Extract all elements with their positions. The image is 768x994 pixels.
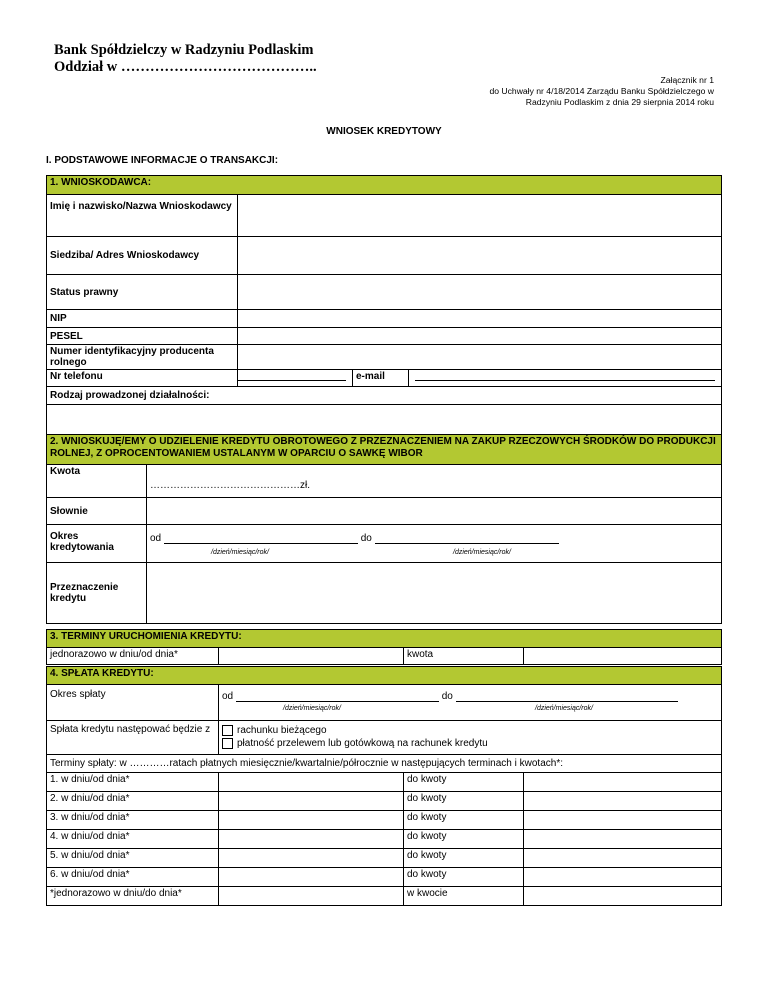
installment-amount-field[interactable] (524, 868, 722, 887)
nip-field[interactable] (238, 310, 722, 328)
disbursement-header: 3. TERMINY URUCHOMIENIA KREDYTU: (47, 630, 722, 648)
pesel-label: PESEL (47, 328, 238, 345)
producer-id-field[interactable] (238, 345, 722, 370)
option-current-account-label: rachunku bieżącego (237, 725, 327, 736)
repayment-to-line[interactable] (456, 691, 678, 702)
disbursement-date-field[interactable] (219, 648, 404, 665)
period-from-line[interactable] (164, 533, 358, 544)
installment-date-field[interactable] (219, 792, 404, 811)
repayment-period-field[interactable] (219, 685, 722, 721)
repayment-from-hint: /dzień/miesiąc/rok/ (283, 705, 341, 712)
checkbox-transfer[interactable] (222, 738, 233, 749)
installment-date-field[interactable] (219, 849, 404, 868)
installment-label: 4. w dniu/od dnia* (47, 830, 219, 849)
repayment-header: 4. SPŁATA KREDYTU: (47, 667, 722, 685)
words-label: Słownie (47, 498, 147, 525)
period-to-hint: /dzień/miesiąc/rok/ (453, 549, 511, 556)
applicant-section (46, 175, 721, 450)
installment-label: 6. w dniu/od dnia* (47, 868, 219, 887)
repayment-source-options (219, 721, 722, 755)
period-from-hint: /dzień/miesiąc/rok/ (211, 549, 269, 556)
repayment-section (46, 666, 721, 906)
applicant-header: 1. WNIOSKODAWCA: (47, 176, 722, 195)
installment-date-field[interactable] (219, 830, 404, 849)
installment-amount-field[interactable] (524, 849, 722, 868)
repayment-to-label: do (441, 691, 453, 702)
repayment-source-label: Spłata kredytu następować będzie z (47, 721, 219, 755)
phone-label: Nr telefonu (47, 370, 238, 387)
installment-amount-field[interactable] (524, 773, 722, 792)
installment-label: 3. w dniu/od dnia* (47, 811, 219, 830)
installment-amount-label: do kwoty (404, 792, 524, 811)
purpose-field[interactable] (147, 563, 722, 624)
disbursement-date-label: jednorazowo w dniu/od dnia* (47, 648, 219, 665)
repayment-from-label: od (222, 691, 234, 702)
single-repayment-amount-label: w kwocie (404, 887, 524, 906)
installment-amount-field[interactable] (524, 792, 722, 811)
section-title: I. PODSTAWOWE INFORMACJE O TRANSAKCJI: (46, 155, 279, 166)
repayment-period-label: Okres spłaty (47, 685, 219, 721)
legal-status-label: Status prawny (47, 275, 238, 310)
attachment-line-2: do Uchwały nr 4/18/2014 Zarządu Banku Spółdzielczego w (489, 86, 714, 96)
disbursement-section (46, 629, 721, 665)
checkbox-current-account[interactable] (222, 725, 233, 736)
phone-field[interactable] (238, 370, 353, 387)
period-label: Okres kredytowania (47, 525, 147, 563)
period-to-line[interactable] (375, 533, 559, 544)
installment-date-field[interactable] (219, 773, 404, 792)
amount-label: Kwota (47, 465, 147, 498)
branch-name: Oddział w ………………………………….. (54, 59, 317, 75)
installment-amount-label: do kwoty (404, 830, 524, 849)
document-title: WNIOSEK KREDYTOWY (326, 126, 442, 137)
repayment-terms: Terminy spłaty: w …………ratach płatnych miesięcznie/kwartalnie/półrocznie w następujących terminach i kwotach*: (47, 755, 722, 773)
installment-amount-label: do kwoty (404, 811, 524, 830)
installment-date-field[interactable] (219, 811, 404, 830)
legal-status-field[interactable] (238, 275, 722, 310)
applicant-name-label: Imię i nazwisko/Nazwa Wnioskodawcy (47, 195, 238, 237)
amount-field[interactable] (147, 465, 722, 498)
bank-name: Bank Spółdzielczy w Radzyniu Podlaskim (54, 42, 314, 58)
installment-label: 5. w dniu/od dnia* (47, 849, 219, 868)
option-current-account[interactable] (222, 724, 718, 737)
repayment-from-line[interactable] (236, 691, 439, 702)
attachment-line-3: Radzyniu Podlaskim z dnia 29 sierpnia 2014 roku (525, 97, 714, 107)
period-field[interactable] (147, 525, 722, 563)
nip-label: NIP (47, 310, 238, 328)
installment-amount-label: do kwoty (404, 849, 524, 868)
applicant-name-field[interactable] (238, 195, 722, 237)
installment-date-field[interactable] (219, 868, 404, 887)
email-label: e-mail (353, 370, 409, 387)
words-field[interactable] (147, 498, 722, 525)
loan-section (46, 434, 721, 624)
amount-value: ………………………………………zł. (150, 480, 310, 491)
single-repayment-amount-field[interactable] (524, 887, 722, 906)
producer-id-label: Numer identyfikacyjny producenta rolnego (47, 345, 238, 370)
purpose-label: Przeznaczenie kredytu (47, 563, 147, 624)
period-to-label: do (360, 533, 372, 544)
single-repayment-label: *jednorazowo w dniu/do dnia* (47, 887, 219, 906)
bank-header (54, 42, 317, 76)
period-from-label: od (150, 533, 162, 544)
email-field[interactable] (409, 370, 722, 387)
option-transfer[interactable] (222, 737, 718, 750)
option-transfer-label: płatność przelewem lub gotówkową na rachunek kredytu (237, 738, 488, 749)
activity-label: Rodzaj prowadzonej działalności: (47, 387, 722, 405)
installment-label: 1. w dniu/od dnia* (47, 773, 219, 792)
applicant-address-label: Siedziba/ Adres Wnioskodawcy (47, 237, 238, 275)
attachment-line-1: Załącznik nr 1 (660, 75, 714, 85)
disbursement-amount-label: kwota (404, 648, 524, 665)
single-repayment-date-field[interactable] (219, 887, 404, 906)
installment-amount-label: do kwoty (404, 868, 524, 887)
installment-amount-field[interactable] (524, 811, 722, 830)
installment-amount-field[interactable] (524, 830, 722, 849)
repayment-to-hint: /dzień/miesiąc/rok/ (535, 705, 593, 712)
pesel-field[interactable] (238, 328, 722, 345)
disbursement-amount-field[interactable] (524, 648, 722, 665)
installment-amount-label: do kwoty (404, 773, 524, 792)
applicant-address-field[interactable] (238, 237, 722, 275)
loan-header: 2. WNIOSKUJĘ/EMY O UDZIELENIE KREDYTU OBROTOWEGO Z PRZEZNACZENIEM NA ZAKUP RZECZOWYCH ŚRODKÓW DO PRODUKCJI ROLNEJ, Z OPROCENTOWANIEM USTALANYM W OPARCIU O SAWKĘ WIBOR (47, 435, 722, 465)
installment-label: 2. w dniu/od dnia* (47, 792, 219, 811)
attachment-note (489, 75, 714, 108)
